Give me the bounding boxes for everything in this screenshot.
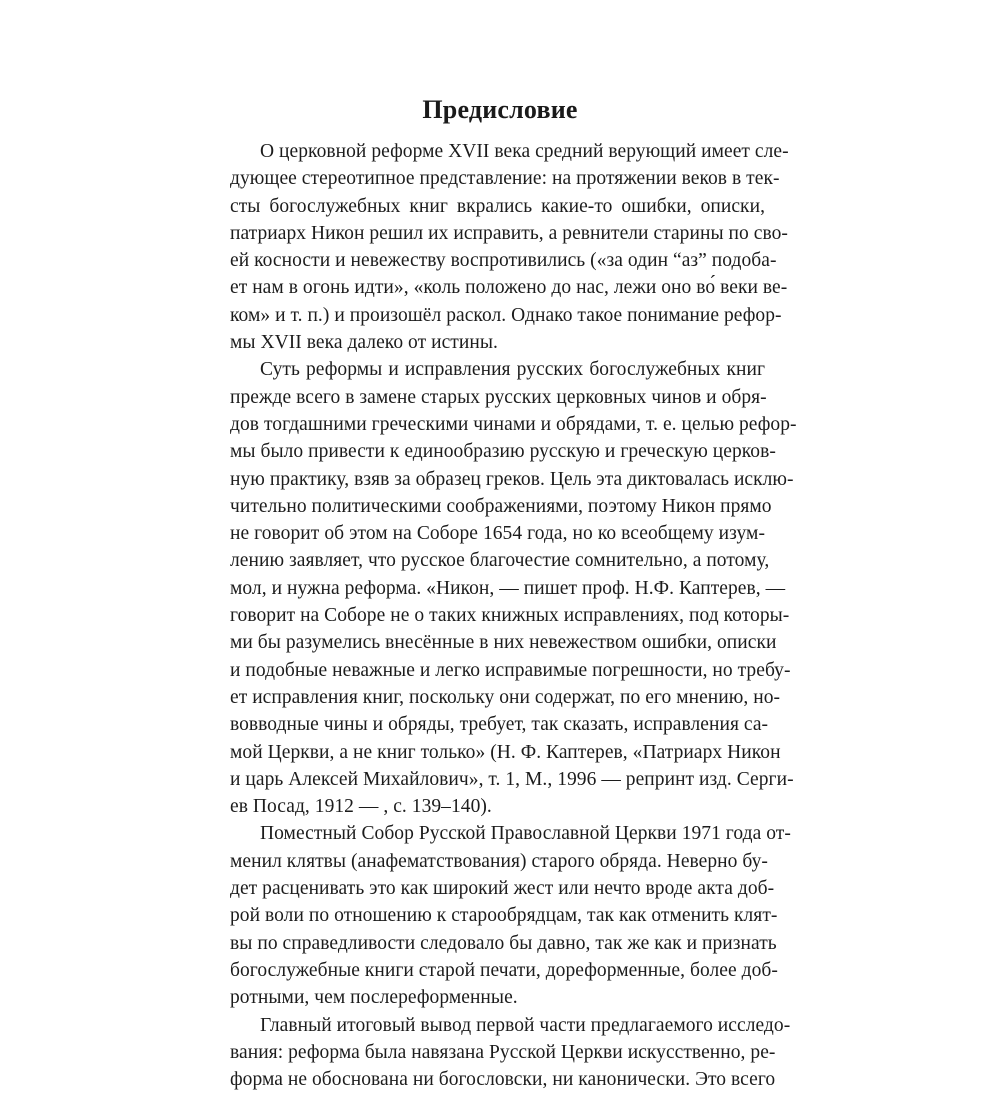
text-line: ет исправления книг, поскольку они содержат, по его мнению, но- (230, 684, 765, 711)
text-line: ет нам в огонь идти», «коль положено до нас, лежи оно во́ веки ве- (230, 274, 765, 301)
text-line: и подобные неважные и легко исправимые погрешности, но требу- (230, 657, 765, 684)
text-line: Главный итоговый вывод первой части предлагаемого исследо- (230, 1012, 765, 1039)
text-line: ев Посад, 1912 — , с. 139–140). (230, 793, 765, 820)
text-line: дов тогдашними греческими чинами и обрядами, т. е. целью рефор- (230, 411, 765, 438)
text-line: лению заявляет, что русское благочестие сомнительно, а потому, (230, 547, 765, 574)
body-text (230, 138, 765, 1093)
text-line: ей косности и невежеству воспротивились («за один “аз” подоба- (230, 247, 765, 274)
text-line: мой Церкви, а не книг только» (Н. Ф. Каптерев, «Патриарх Никон (230, 739, 765, 766)
text-line: дет расценивать это как широкий жест или нечто вроде акта доб- (230, 875, 765, 902)
text-line: мы было привести к единообразию русскую и греческую церков- (230, 438, 765, 465)
text-line: форма не обоснована ни богословски, ни канонически. Это всего (230, 1066, 765, 1093)
text-line: патриарх Никон решил их исправить, а ревнители старины по сво- (230, 220, 765, 247)
text-line: Поместный Собор Русской Православной Церкви 1971 года от- (230, 820, 765, 847)
text-line: вания: реформа была навязана Русской Церкви искусственно, ре- (230, 1039, 765, 1066)
text-line: говорит на Соборе не о таких книжных исправлениях, под которы- (230, 602, 765, 629)
text-line: дующее стереотипное представление: на протяжении веков в тек- (230, 165, 765, 192)
paragraph (230, 1012, 765, 1093)
text-line: и царь Алексей Михайлович», т. 1, М., 1996 — репринт изд. Серги- (230, 766, 765, 793)
text-line: менил клятвы (анафематствования) старого обряда. Неверно бу- (230, 848, 765, 875)
text-line: вовводные чины и обряды, требует, так сказать, исправления са- (230, 711, 765, 738)
text-line: вы по справедливости следовало бы давно, так же как и признать (230, 930, 765, 957)
text-line: Суть реформы и исправления русских богослужебных книг (230, 356, 765, 383)
text-line: О церковной реформе XVII века средний верующий имеет сле- (230, 138, 765, 165)
text-line: мы XVII века далеко от истины. (230, 329, 765, 356)
text-line: ком» и т. п.) и произошёл раскол. Однако такое понимание рефор- (230, 302, 765, 329)
text-line: чительно политическими соображениями, поэтому Никон прямо (230, 493, 765, 520)
text-line: сты богослужебных книг вкрались какие-то ошибки, описки, (230, 193, 765, 220)
text-line: богослужебные книги старой печати, дореформенные, более доб- (230, 957, 765, 984)
text-line: ми бы разумелись внесённые в них невежеством ошибки, описки (230, 629, 765, 656)
text-line: ротными, чем послереформенные. (230, 984, 765, 1011)
paragraph (230, 356, 765, 820)
page-title: Предисловие (0, 92, 1000, 128)
text-line: не говорит об этом на Соборе 1654 года, но ко всеобщему изум- (230, 520, 765, 547)
text-line: ную практику, взяв за образец греков. Цель эта диктовалась исклю- (230, 466, 765, 493)
paragraph (230, 820, 765, 1011)
text-line: прежде всего в замене старых русских церковных чинов и обря- (230, 384, 765, 411)
text-line: рой воли по отношению к старообрядцам, так как отменить клят- (230, 902, 765, 929)
paragraph (230, 138, 765, 356)
text-line: мол, и нужна реформа. «Никон, — пишет проф. Н.Ф. Каптерев, — (230, 575, 765, 602)
